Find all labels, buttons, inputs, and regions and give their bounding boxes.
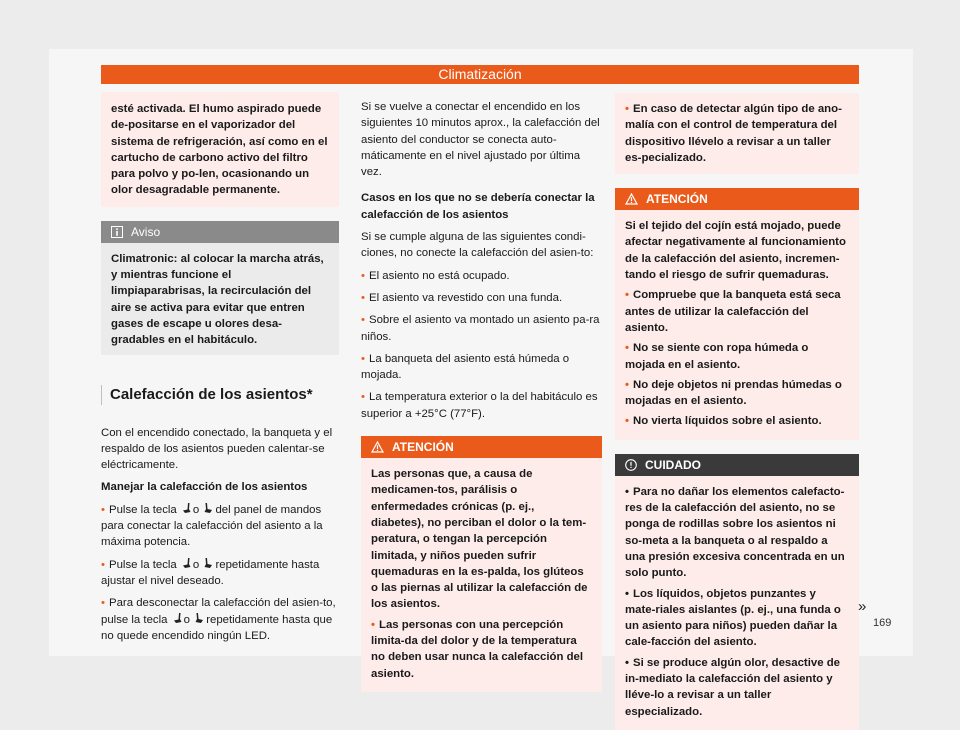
cuidado-box	[615, 454, 859, 730]
warning-continuation-box	[101, 92, 339, 207]
atencion-box	[615, 188, 859, 440]
bullet-icon: •	[361, 314, 365, 327]
list-item: • El asiento va revestido con una funda.	[361, 291, 563, 304]
atencion-body	[361, 458, 602, 692]
bullet-icon: •	[625, 103, 629, 115]
atencion-text: Las personas que, a causa de medicamen-tos, parálisis o enfermedades crónicas (p. ej., diabetes), no perciban el dolor o la tem-peratura, o tengan la percepción limitada, y niños pueden sufrir quemaduras en la es-palda, los glúteos o las piernas al utilizar la calefacción de los asientos.	[371, 468, 588, 611]
atencion-list-item: • No deje objetos ni prendas húmedas o mojadas en el asiento.	[625, 378, 842, 408]
aviso-text: Climatronic: al colocar la marcha atrás, y mientras funcione el limpiaparabrisas, la recirculación del aire se activa para evitar que entren gases de escape u olores desa-gradables en el habitáculo.	[111, 252, 324, 347]
warning-continuation-text: esté activada. El humo aspirado puede de-positarse en el vaporizador del sistema de refrigeración, así como en el cartucho de carbono activo del filtro para polvo y po-len, ocasionando un olor desagradable permanente.	[111, 103, 328, 197]
page-header: Climatización	[101, 65, 859, 84]
cuidado-list-item: • Los líquidos, objetos punzantes y mate-riales aislantes (p. ej., una funda o un asiento para niños) pueden dañar la cale-facción del asiento.	[625, 587, 841, 649]
seat-heat-driver-icon	[182, 558, 191, 569]
step-item: • Para desconectar la calefacción del asien-to, pulse la tecla o repetidamente hasta que no quede encendido ningún LED.	[101, 597, 336, 642]
bullet-icon: •	[101, 503, 105, 516]
info-icon	[111, 226, 123, 238]
bullet-icon: •	[625, 485, 629, 498]
step-item: • Pulse la tecla o repetidamente hasta ajustar el nivel deseado.	[101, 558, 320, 587]
page-number: 169	[873, 617, 892, 629]
atencion-header	[615, 188, 859, 210]
list-item: • El asiento no está ocupado.	[361, 269, 510, 282]
atencion-text: Si el tejido del cojín está mojado, puede afectar negativamente al funcionamiento de la calefacción del asiento, incremen-tando el riesgo de sufrir quemaduras.	[625, 220, 846, 282]
cuidado-list-item: • Para no dañar los elementos calefacto-res de la calefacción del asiento, no se ponga de rodillas sobre los asientos ni so-meta a la banqueta o al respaldo a una presión excesiva concentrada en un solo punto.	[625, 485, 845, 580]
bullet-icon: •	[625, 587, 629, 600]
bullet-icon: •	[361, 352, 365, 365]
bullet-icon: •	[101, 558, 105, 571]
column-1	[101, 92, 339, 650]
atencion-list-item: • Compruebe que la banqueta está seca antes de utilizar la calefacción del asiento.	[625, 289, 841, 334]
cases-subhead: Casos en los que no se debería conectar la calefacción de los asientos	[361, 192, 595, 221]
seat-heating-subhead: Manejar la calefacción de los asientos	[101, 481, 308, 494]
list-item: • La banqueta del asiento está húmeda o mojada.	[361, 352, 570, 382]
section-title: Calefacción de los asientos*	[101, 385, 339, 405]
bullet-icon: •	[361, 291, 365, 304]
bullet-icon: •	[371, 618, 375, 631]
cases-lead: Si se cumple alguna de las siguientes condi-ciones, no conecte la calefacción del asien-to:	[361, 231, 594, 260]
bullet-icon: •	[361, 391, 365, 404]
continued-marker: »	[858, 598, 867, 615]
seat-heat-passenger-icon	[204, 503, 213, 514]
bullet-icon: •	[625, 289, 629, 302]
atencion-title: ATENCIÓN	[646, 192, 708, 207]
warning-triangle-icon	[371, 441, 384, 453]
auto-reconnect-text: Si se vuelve a conectar el encendido en los siguientes 10 minutos aprox., la calefacción del asiento del conductor se conecta auto-máticamente en el nivel ajustado por última vez.	[361, 101, 600, 179]
aviso-header	[101, 221, 339, 243]
step-item: • Pulse la tecla o del panel de mandos para conectar la calefacción del asiento a la máxima potencia.	[101, 503, 323, 549]
aviso-title: Aviso	[131, 224, 161, 239]
list-item: • La temperatura exterior o la del habitáculo es superior a +25°C (77°F).	[361, 391, 598, 420]
seat-heat-driver-icon	[173, 613, 182, 624]
section-heading	[101, 385, 339, 405]
column-3	[615, 93, 859, 730]
atencion-header	[361, 436, 602, 458]
atencion-title: ATENCIÓN	[392, 440, 454, 455]
atencion-box	[361, 436, 602, 692]
warning-continuation-box	[615, 93, 859, 174]
seat-heat-passenger-icon	[195, 613, 204, 624]
seat-heat-passenger-icon	[204, 558, 213, 569]
atencion-list-item: • Las personas con una percepción limita-da del dolor y de la temperatura no deben usar nunca la calefacción del asiento.	[371, 618, 584, 680]
cuidado-title: CUIDADO	[645, 457, 701, 472]
bullet-icon: •	[625, 378, 629, 391]
caution-circle-icon	[625, 459, 637, 471]
seat-heating-intro: Con el encendido conectado, la banqueta y el respaldo de los asientos pueden calentar-se eléctricamente.	[101, 426, 333, 472]
list-item: • Sobre el asiento va montado un asiento pa-ra niños.	[361, 314, 600, 343]
atencion-list-item: • No se siente con ropa húmeda o mojada en el asiento.	[625, 342, 809, 371]
seat-heat-driver-icon	[182, 503, 191, 514]
bullet-icon: •	[625, 415, 629, 428]
warning-continuation-item: • En caso de detectar algún tipo de ano-malía con el control de temperatura del dispositivo llévelo a revisar a un taller es-pecializado.	[625, 103, 842, 164]
aviso-box	[101, 221, 339, 355]
bullet-icon: •	[625, 656, 629, 669]
column-2	[361, 99, 602, 692]
cuidado-body	[615, 476, 859, 730]
atencion-body	[615, 210, 859, 440]
bullet-icon: •	[361, 269, 365, 282]
cuidado-header	[615, 454, 859, 476]
bullet-icon: •	[625, 342, 629, 355]
bullet-icon: •	[101, 597, 105, 610]
atencion-list-item: • No vierta líquidos sobre el asiento.	[625, 415, 822, 428]
cuidado-list-item: • Si se produce algún olor, desactive de in-mediato la calefacción del asiento y lléve-lo a revisar a un taller especializado.	[625, 656, 840, 718]
warning-triangle-icon	[625, 193, 638, 205]
